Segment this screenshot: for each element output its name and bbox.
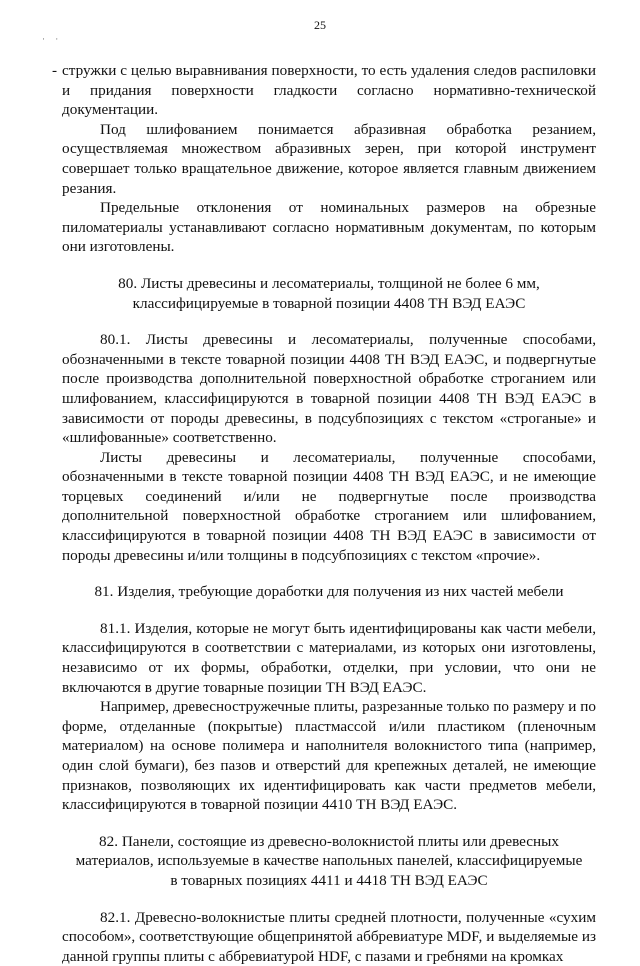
section-heading-82 — [62, 832, 596, 891]
paragraph-80-other: Листы древесины и лесоматериалы, полученные способами, обозначенными в тексте товарной позиции 4408 ТН ВЭД ЕАЭС, и не имеющие торцевых соединений и/или не подвергнутые после производства дополнительной поверхностной обработке строганием или шлифованием, классифицируются в товарной позиции 4408 ТН ВЭД ЕАЭС в зависимости от породы древесины и/или толщины в подсубпозициях с текстом «прочие». — [62, 448, 596, 564]
paragraph-grinding-definition: Под шлифованием понимается абразивная обработка резанием, осуществляемая множеством абразивных зерен, при которой инструмент совершает только вращательное движение, которое является главным движением резания. — [62, 120, 596, 197]
section-heading-81 — [62, 582, 596, 602]
paragraph-81-example: Например, древесностружечные плиты, разрезанные только по размеру и по форме, отделанные (покрытые) пластмассой и/или пластиком (пленочным материалом) на основе полимера и наполнителя волокнистого типа (например, один слой бумаги), без пазов и отверстий для крепежных деталей, не имеющие признаков, позволяющих их идентифицировать как части предметов мебели, классифицируются в товарной позиции 4410 ТН ВЭД ЕАЭС. — [62, 698, 596, 814]
paragraph-81-1: 81.1. Изделия, которые не могут быть идентифицированы как части мебели, классифицируются в соответствии с материалами, из которых они изготовлены, независимо от их формы, обработки, отделки, при условии, что они не включаются в другие товарные позиции ТН ВЭД ЕАЭС. — [62, 619, 596, 696]
heading-line: 81. Изделия, требующие доработки для получения из них частей мебели — [94, 583, 564, 601]
heading-line: 82. Панели, состоящие из древесно-волокнистой плиты или древесных — [99, 832, 559, 850]
paragraph-continuation — [52, 61, 596, 120]
paragraph-82-1: 82.1. Древесно-волокнистые плиты средней плотности, полученные «сухим способом», соответствующие общепринятой аббревиатуре MDF, и выделяемые из данной группы плиты с аббревиатурой HDF, с пазами и гребнями на кромках — [62, 908, 596, 965]
document-body — [52, 61, 596, 966]
scan-artifact: · · — [42, 34, 63, 44]
margin-dash: - — [52, 62, 58, 79]
page-number: 25 — [314, 18, 326, 32]
paragraph-text: стружки с целью выравнивания поверхности, то есть удаления следов распиловки и придания поверхности гладкости согласно нормативно-технической документации. — [62, 62, 596, 119]
section-heading-80 — [62, 274, 596, 313]
heading-line: классифицируемые в товарной позиции 4408 ТН ВЭД ЕАЭС — [132, 294, 526, 312]
heading-line: 80. Листы древесины и лесоматериалы, толщиной не более 6 мм, — [118, 274, 540, 292]
paragraph-tolerances: Предельные отклонения от номинальных размеров на обрезные пиломатериалы устанавливают согласно нормативным документам, по которым они изготовлены. — [62, 199, 596, 256]
heading-line: в товарных позициях 4411 и 4418 ТН ВЭД ЕАЭС — [170, 871, 488, 889]
heading-line: материалов, используемые в качестве напольных панелей, классифицируемые — [75, 852, 583, 870]
paragraph-80-1: 80.1. Листы древесины и лесоматериалы, полученные способами, обозначенными в тексте товарной позиции 4408 ТН ВЭД ЕАЭС, и подвергнутые после производства дополнительной поверхностной обработке строганием или шлифованием, классифицируются в товарной позиции 4408 ТН ВЭД ЕАЭС в зависимости от породы древесины, в подсубпозициях с текстом «строганые» и «шлифованные» соответственно. — [62, 331, 596, 447]
